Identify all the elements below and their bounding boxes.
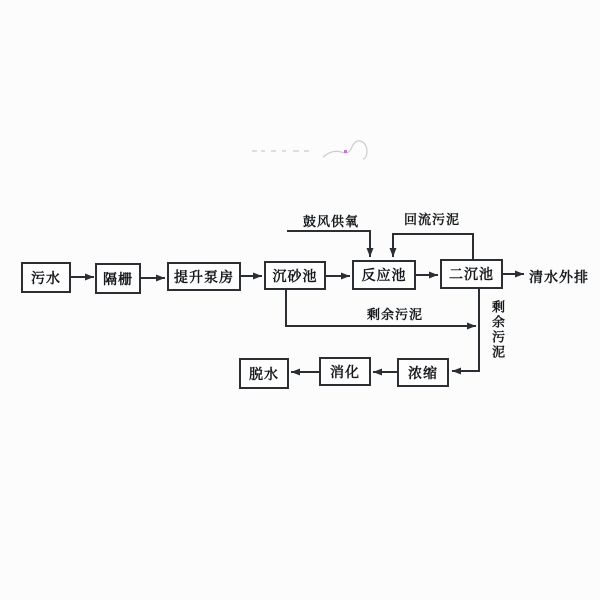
label-excess-sludge: 剩余污泥 xyxy=(367,307,424,322)
node-lift-pump-station: 提升泵房 xyxy=(167,262,241,291)
scan-artifact xyxy=(252,141,367,159)
edge-blast-air xyxy=(287,231,370,257)
node-secondary-clarifier: 二沉池 xyxy=(440,259,503,289)
label-return-sludge: 回流污泥 xyxy=(404,212,461,227)
node-sewage: 污水 xyxy=(21,262,71,293)
node-digester: 消化 xyxy=(319,357,371,386)
node-bar-screen: 隔栅 xyxy=(95,263,141,294)
node-grit-chamber: 沉砂池 xyxy=(264,261,326,290)
label-blast-air: 鼓风供氧 xyxy=(303,214,360,229)
label-effluent: 清水外排 xyxy=(529,269,589,285)
node-dewatering: 脱水 xyxy=(239,358,289,389)
node-thickener: 浓缩 xyxy=(397,358,449,387)
edge-return-sludge xyxy=(393,234,473,259)
node-reaction-tank: 反应池 xyxy=(352,260,416,290)
edge-clarifier-to-thickener xyxy=(452,289,479,371)
label-excess-sludge-vertical: 剩余污泥 xyxy=(490,300,505,360)
